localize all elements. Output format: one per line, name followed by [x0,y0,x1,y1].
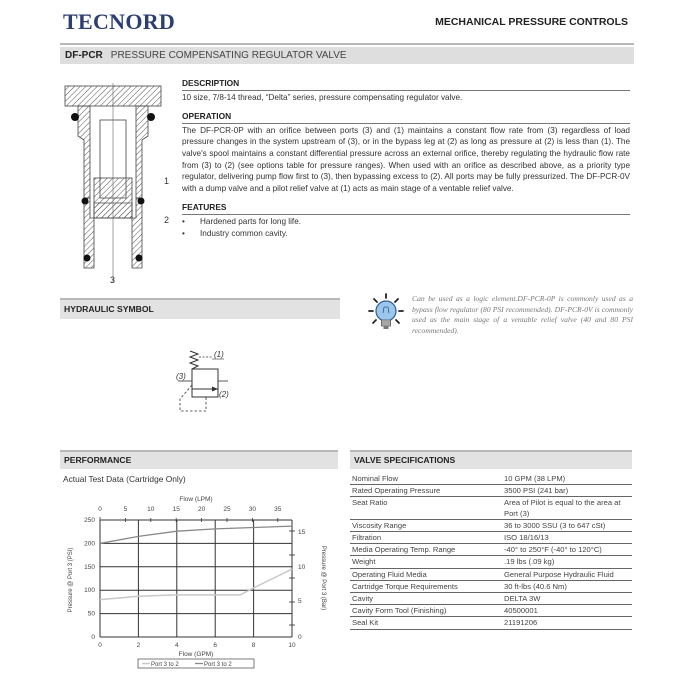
svg-text:50: 50 [87,610,95,618]
table-row: Operating Fluid Media General Purpose Hydraulic Fluid [350,568,632,580]
header-divider [60,43,634,45]
performance-subtitle: Actual Test Data (Cartridge Only) [63,474,186,484]
table-row: Cartridge Torque Requirements 30 ft-lbs (40.6 Nm) [350,580,632,592]
product-text-column [182,78,630,239]
table-row: Weight .19 lbs (.09 kg) [350,556,632,568]
svg-text:6: 6 [213,642,218,649]
table-row: Seat Ratio Area of Pilot is equal to the area at Port (3) [350,497,632,519]
category-title: MECHANICAL PRESSURE CONTROLS [435,16,628,28]
performance-chart [60,490,338,670]
product-title-bar [60,47,634,64]
valve-cutaway-drawing [60,78,180,288]
table-row: Cavity Form Tool (Finishing) 40500001 [350,605,632,617]
description-heading: DESCRIPTION [182,78,630,91]
table-row: Filtration ISO 18/16/13 [350,532,632,544]
svg-text:10: 10 [288,642,296,649]
lightbulb-icon [368,293,404,333]
tip-callout [368,291,633,341]
hydraulic-symbol-diagram [168,345,238,420]
series-port3to2-light [100,569,292,600]
x2-axis-label: Flow (LPM) [179,496,213,503]
symbol-label-3: (3) [176,372,186,381]
bullet-icon: • [182,216,185,226]
symbol-label-2: (2) [219,390,229,399]
tip-text: Can be used as a logic element.DF-PCR-0P is commonly used as a bypass flow regulator (80 PSI recommended). DF-PCR-0V is commonly used as the main stage of a ventable relief valve (40 and 80 PSI recommended). [412,294,633,335]
svg-text:10: 10 [147,506,155,513]
svg-text:0: 0 [98,642,102,649]
features-list [182,216,630,239]
features-heading: FEATURES [182,202,630,215]
hydraulic-symbol-heading: HYDRAULIC SYMBOL [60,298,340,319]
x-axis-label: Flow (GPM) [178,651,214,658]
operation-heading: OPERATION [182,111,630,124]
svg-text:15: 15 [298,529,306,536]
y-axis-label: Pressure @ Port 3 (PSI) [68,547,74,613]
y-tick-labels [84,517,95,641]
brand-logo: TECNORD [63,9,176,34]
svg-text:5: 5 [123,506,128,513]
svg-text:4: 4 [174,642,179,649]
legend-item-light: Port 3 to 2 [151,662,179,668]
valve-specifications-heading: VALVE SPECIFICATIONS [350,450,632,469]
operation-text: The DF-PCR-0P with an orifice between ports (3) and (1) maintains a constant flow rate from (3) regardless of load pressure changes in the system upstream of (3), or in the bypass leg at (2) as long as pressure at (2) is less than (1). The valve's spool maintains a constant differential pressure across an external orifice, thereby regulating the hydraulic flow rate from (3) to (2) (see options table for pressure ranges). When used with an orifice as described above, as a priority type regulator, delivering pump flow first to (3), then bypassing excess to (2). All ports may be fully pressurized. The DF-PCR-0V with a dump valve and a pilot relief valve at (1) acts as main stage of a ventable relief valve. [182,125,630,193]
bullet-icon: • [182,228,185,238]
svg-text:2: 2 [136,642,141,649]
symbol-label-1: (1) [214,350,224,359]
y2-tick-labels [298,529,306,641]
svg-text:200: 200 [84,540,95,548]
table-row: Viscosity Range 36 to 3000 SSU (3 to 647 cSt) [350,519,632,531]
svg-text:15: 15 [172,506,180,513]
port-label-3: 3 [110,275,116,285]
table-row: Cavity DELTA 3W [350,593,632,605]
series-port3to2-dark [100,526,292,543]
svg-text:20: 20 [197,506,206,513]
x-tick-labels [98,642,296,649]
table-row: Media Operating Temp. Range -40° to 250°F (-40° to 120°C) [350,544,632,556]
y2-axis-label: Pressure @ Port 3 (Bar) [320,545,326,611]
svg-text:0: 0 [91,634,95,641]
svg-text:5: 5 [298,598,302,605]
x2-tick-labels [98,506,282,513]
svg-text:100: 100 [84,587,95,595]
svg-text:250: 250 [84,517,95,524]
table-row: Seal Kit 21191206 [350,617,632,629]
feature-item: • Hardened parts for long life. [182,216,302,226]
description-text: 10 size, 7/8-14 thread, “Delta” series, pressure compensating regulator valve. [182,92,463,102]
table-row: Rated Operating Pressure 3500 PSI (241 bar) [350,485,632,497]
svg-text:30: 30 [248,506,257,513]
performance-heading: PERFORMANCE [60,450,338,469]
svg-text:10: 10 [298,563,306,571]
table-row: Nominal Flow 10 GPM (38 LPM) [350,473,632,485]
product-title: PRESSURE COMPENSATING REGULATOR VALVE [110,50,347,61]
svg-text:0: 0 [98,506,102,513]
valve-specifications-table [350,473,632,630]
svg-text:0: 0 [298,634,302,641]
svg-text:8: 8 [251,642,256,649]
chart-legend [138,659,254,668]
legend-item-dark: Port 3 to 2 [204,662,232,668]
svg-text:150: 150 [84,563,95,571]
port-label-1: 1 [164,176,170,186]
port-label-2: 2 [164,215,170,225]
svg-text:25: 25 [223,506,231,513]
feature-item: • Industry common cavity. [182,228,288,238]
svg-text:35: 35 [274,506,282,513]
model-code: DF-PCR [65,50,103,61]
